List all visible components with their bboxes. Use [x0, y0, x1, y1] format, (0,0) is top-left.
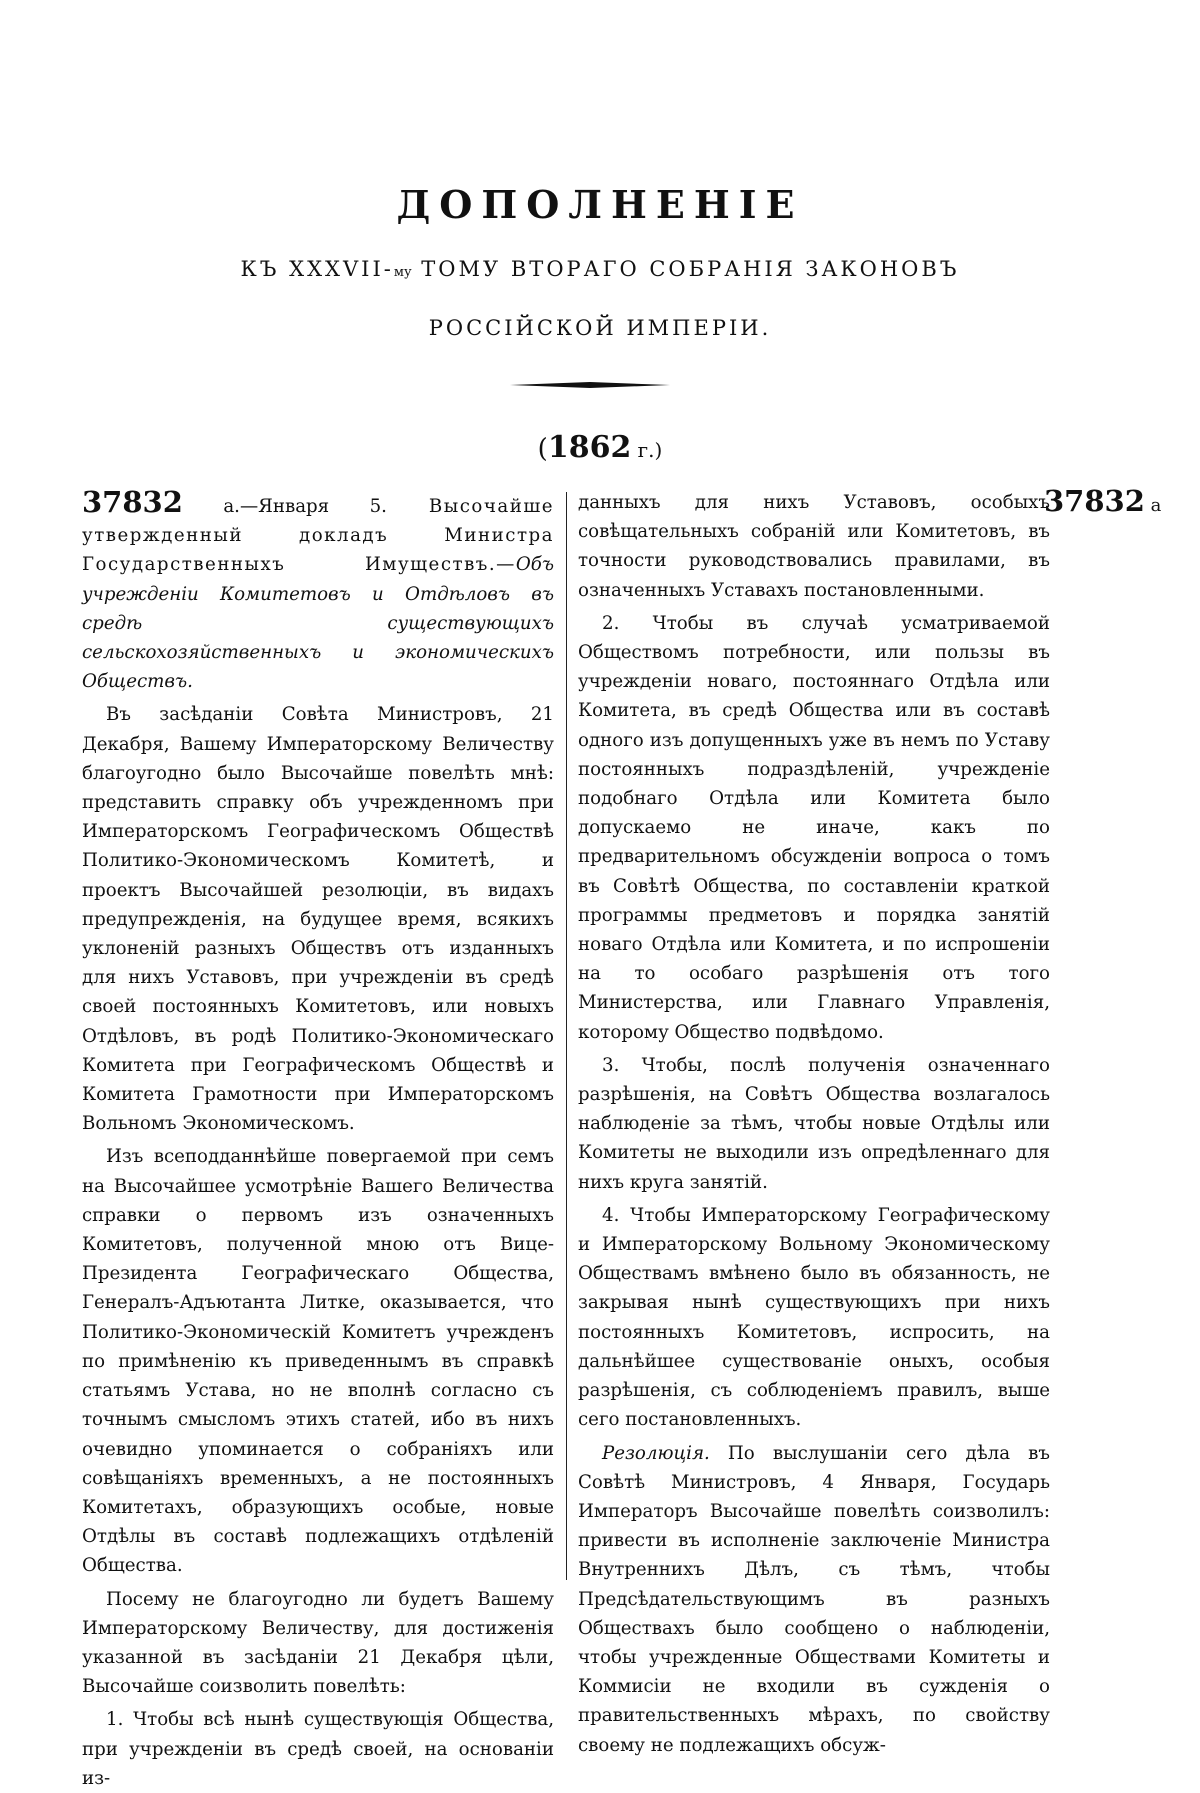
subtitle-superscript: му [393, 265, 412, 280]
year-heading [0, 430, 1200, 465]
year-number: 1862 [547, 430, 632, 465]
year-open: ( [537, 434, 548, 464]
document-date: Января 5. [258, 496, 387, 517]
paragraph: 2. Чтобы въ случаѣ усматриваемой Обществомъ потребности, или пользы въ учрежденіи новаго, постояннаго Отдѣла или Комитета, въ средѣ Общества или въ составѣ одного изъ допущенныхъ уже въ немъ по Уставу постоянныхъ подраздѣленій, учрежденіе подобнаго Отдѣла или Комитета было допускаемо не иначе, какъ по предварительномъ обсужденіи вопроса о томъ въ Совѣтѣ Общества, по составленіи краткой программы предметовъ и порядка занятій новаго Отдѣла или Комитета, и по испрошеніи на то особаго разрѣшенія отъ того Министерства, или Главнаго Управленія, которому Общество подвѣдомо. [578, 612, 1050, 1043]
subtitle-pre: КЪ XXXVII- [240, 257, 394, 281]
subtitle-line-2: РОССІЙСКОЙ ИМПЕРІИ. [428, 316, 772, 340]
margin-number-suffix: а [1144, 495, 1162, 516]
document-number-suffix: а.— [182, 496, 259, 517]
paragraph: Посему не благоугодно ли будетъ Вашему Императорскому Величеству, для достиженія указанной въ засѣданіи 21 Декабря цѣли, Высочайше соизволить повелѣть: [82, 1588, 554, 1698]
ornament-rule [510, 380, 670, 390]
resolution-label: Резолюція. [602, 1442, 710, 1464]
paragraph-continued: данныхъ для нихъ Уставовъ, особыхъ совѣщательныхъ собраній или Комитетовъ, въ точности руководствовались правилами, въ означенныхъ Уставахъ постановленными. [578, 492, 1050, 601]
resolution-text: По выслушаніи сего дѣла въ Совѣтѣ Министровъ, 4 Января, Государь Императоръ Высочайше повелѣть соизволилъ: привести въ исполненіе заключеніе Министра Внутреннихъ Дѣлъ, съ тѣмъ, чтобы Предсѣдательствующимъ въ разныхъ Обществахъ было сообщено о наблюденіи, чтобы учрежденные Обществами Комитеты и Коммисіи не входили въ сужденія о правительственныхъ мѣрахъ, по свойству своему не подлежащихъ обсуж- [578, 1442, 1050, 1756]
column-divider [566, 492, 567, 1580]
margin-document-number [1044, 484, 1161, 518]
paragraph: Изъ всеподданнѣйше повергаемой при семъ на Высочайшее усмотрѣніе Вашего Величества справки о первомъ изъ означенныхъ Комитетовъ, полученной мною отъ Вице-Президента Географическаго Общества, Генералъ-Адъютанта Литке, оказывается, что Политико-Экономическій Комитетъ учрежденъ по примѣненію къ приведеннымъ въ справкѣ статьямъ Устава, но не вполнѣ согласно съ точнымъ смысломъ этихъ статей, ибо въ нихъ очевидно упоминается о собраніяхъ или совѣщаніяхъ временныхъ, а не постоянныхъ Комитетахъ, образующихъ особые, новые Отдѣлы въ составѣ подлежащихъ отдѣленій Общества. [82, 1146, 554, 1577]
year-suffix: г.) [631, 438, 663, 462]
subtitle-post: ТОМУ ВТОРАГО СОБРАНІЯ ЗАКОНОВЪ [411, 257, 960, 281]
right-column [578, 488, 1050, 1760]
document-number: 37832 [82, 485, 183, 519]
page-title: ДОПОЛНЕНІЕ [396, 182, 804, 227]
paragraph: 3. Чтобы, послѣ полученія означеннаго разрѣшенія, на Совѣтъ Общества возлагалось наблюденіе за тѣмъ, чтобы новые Отдѣлы или Комитеты не выходили изъ опредѣленнаго для нихъ круга занятій. [578, 1054, 1050, 1193]
paragraph: 4. Чтобы Императорскому Географическому и Императорскому Вольному Экономическому Обществамъ вмѣнено было въ обязанность, не закрывая нынѣ существующихъ при нихъ постоянныхъ Комитетовъ, испросить, на дальнѣйшее существованіе оныхъ, особыя разрѣшенія, съ соблюденіемъ правилъ, выше сего постановленныхъ. [578, 1204, 1050, 1431]
subtitle-line-1 [0, 257, 1200, 281]
resolution-paragraph [578, 1439, 1050, 1760]
paragraph: Въ засѣданіи Совѣта Министровъ, 21 Декабря, Вашему Императорскому Величеству благоугодно было Высочайше повелѣть мнѣ: представить справку объ учрежденномъ при Императорскомъ Географическомъ Обществѣ Политико-Экономическомъ Комитетѣ, и проектъ Высочайшей резолюціи, въ видахъ предупрежденія, на будущее время, всякихъ уклоненій разныхъ Обществъ отъ изданныхъ для нихъ Уставовъ, при учрежденіи въ средѣ своей постоянныхъ Комитетовъ, или новыхъ Отдѣловъ, въ родѣ Политико-Экономическаго Комитета при Географическомъ Обществѣ и Комитета Грамотности при Императорскомъ Вольномъ Экономическомъ. [82, 704, 554, 1135]
document-heading-text: Высочайше утвержденный докладъ Министра Государственныхъ Имуществъ.— [82, 496, 554, 576]
left-column [82, 485, 554, 1793]
document-subject: Объ учрежденіи Комитетовъ и Отдѣловъ въ средѣ существующихъ сельскохозяйственныхъ и экономическихъ Обществъ. [82, 554, 554, 693]
margin-number: 37832 [1044, 484, 1145, 518]
document-heading [82, 485, 554, 696]
paragraph: 1. Чтобы всѣ нынѣ существующія Общества, при учрежденіи въ средѣ своей, на основаніи из- [82, 1709, 554, 1789]
